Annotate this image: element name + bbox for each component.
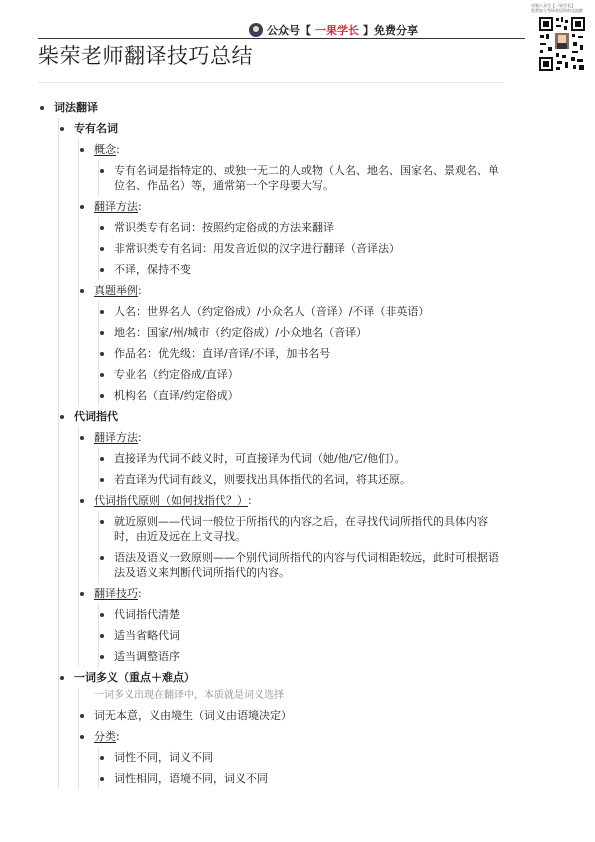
list-item: 真题举例: 人名：世界名人（约定俗成）/小众名人（音译）/不译（非英语） 地名：国家/州/城市（约定俗成）/小众地名（音译） 作品名：优先级：直译/音译/不译，加书名号 专业名（约定俗成/直译） 机构名（直译/约定俗成） [94,280,500,406]
outline-label: 分类 [94,730,116,743]
list-item: 机构名（直译/约定俗成） [114,385,500,406]
outline-label: 翻译方法 [94,431,138,444]
list-item: 翻译方法: 常识类专有名词：按照约定俗成的方法来翻译 非常识类专有名词：用发音近似的汉字进行翻译（音译法） 不译，保持不变 [94,196,500,280]
list-item: 代词指代清楚 [114,604,500,625]
list-item-polysemy [74,667,500,789]
list-item: 专有名词是指特定的、或独一无二的人或物（人名、地名、国家名、景观名、单位名、作品名）等，通常第一个字母要大写。 [114,160,500,196]
list-item-pronouns [74,406,500,667]
list-item: 代词指代原则（如何找指代？）: 就近原则——代词一般位于所指代的内容之后，在寻找代词所指代的具体内容时，由近及远在上文寻找。 语法及语义一致原则——个别代词所指代的内容与代词相距较远，此时可根据语法及语义来判断代词所指代的内容。 [94,490,500,583]
list-item: 专业名（约定俗成/直译） [114,364,500,385]
list-item: 不译，保持不变 [114,259,500,280]
list-item: 作品名：优先级：直译/音译/不译，加书名号 [114,343,500,364]
list-item-proper-nouns [74,118,500,406]
list-item: 分类: 词性不同，词义不同 词性相同，语境不同，词义不同 [94,726,500,789]
header-rule [38,38,525,39]
list-item: 人名：世界名人（约定俗成）/小众名人（音译）/不译（非英语） [114,301,500,322]
list-item: 非常识类专有名词：用发音近似的汉字进行翻译（音译法） [114,238,500,259]
note-text: 一词多义出现在翻译中，本质就是词义选择 [94,690,284,701]
list-item: 就近原则——代词一般位于所指代的内容之后，在寻找代词所指代的具体内容时，由近及远在上文寻找。 [114,511,500,547]
outline-label: 概念 [94,143,116,156]
header-banner [249,22,418,38]
title-divider [38,82,503,83]
outline-label: 真题举例 [94,284,138,297]
qr-caption: 采集公众号【一果学长】 免费加入考研英语资料交流群 [531,3,583,13]
list-item: 直接译为代词不歧义时，可直接译为代词（她/他/它/他们）。 [114,448,500,469]
list-item: 常识类专有名词：按照约定俗成的方法来翻译 [114,217,500,238]
outline-label: 代词指代原则（如何找指代？） [94,494,248,507]
list-item: 地名：国家/州/城市（约定俗成）/小众地名（音译） [114,322,500,343]
list-item: 翻译技巧: 代词指代清楚 适当省略代词 适当调整语序 [94,583,500,667]
brand-left: 公众号【 [267,24,311,37]
list-item: 翻译方法: 直接译为代词不歧义时，可直接译为代词（她/他/它/他们）。 若直译为代词有歧义，则要找出具体指代的名词，将其还原。 [94,427,500,490]
outline-heading: 词法翻译 [54,97,500,118]
list-item: 概念: 专有名词是指特定的、或独一无二的人或物（人名、地名、国家名、景观名、单位名、作品名）等，通常第一个字母要大写。 [94,139,500,196]
page-title: 柴荣老师翻译技巧总结 [38,44,253,68]
list-item-section-lexical [54,97,500,789]
qr-code-icon [537,15,587,73]
list-item: 词性不同，词义不同 [114,747,500,768]
list-item: 词无本意，义由境生（词义由语境决定） [94,705,500,726]
brand-right: 】免费分享 [363,24,418,37]
outline-subheading: 代词指代 [74,406,500,427]
outline [30,97,500,789]
list-item: 语法及语义一致原则——个别代词所指代的内容与代词相距较远，此时可根据语法及语义来判断代词所指代的内容。 [114,547,500,583]
list-item: 若直译为代词有歧义，则要找出具体指代的名词，将其还原。 [114,469,500,490]
list-item: 词性相同，语境不同，词义不同 [114,768,500,789]
brand-name: 一果学长 [315,24,359,37]
avatar [249,23,263,37]
outline-label: 翻译方法 [94,200,138,213]
outline-subheading: 专有名词 [74,118,500,139]
list-item: 适当省略代词 [114,625,500,646]
list-item: 适当调整语序 [114,646,500,667]
outline-subheading: 一词多义（重点＋难点） [74,667,500,688]
outline-label: 翻译技巧 [94,587,138,600]
